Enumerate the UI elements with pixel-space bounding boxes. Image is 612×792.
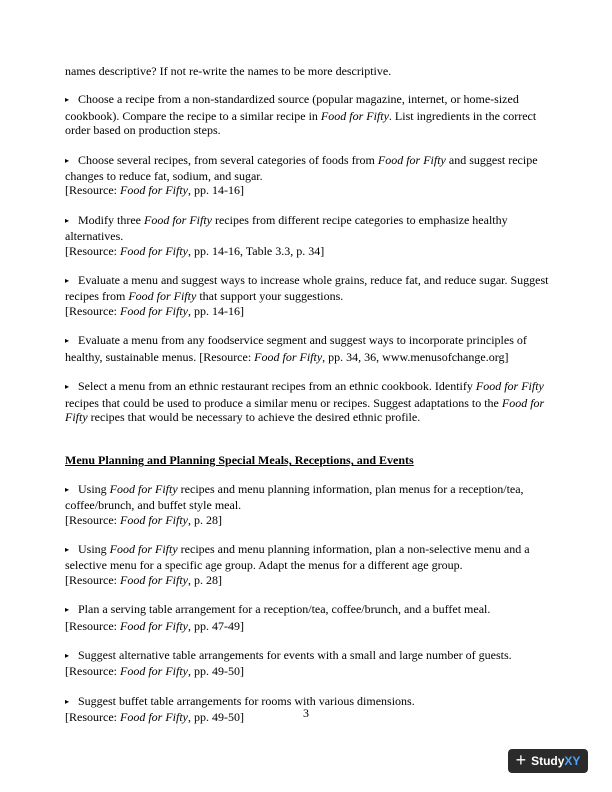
resource-citation bbox=[65, 513, 551, 527]
citation-text: [Resource: bbox=[65, 183, 120, 198]
book-title: Food for Fifty bbox=[119, 572, 188, 587]
item-text: Using bbox=[78, 541, 110, 556]
bullet-marker: ▸ bbox=[65, 544, 70, 554]
citation-text: , pp. 49-50] bbox=[187, 710, 244, 725]
badge-suffix: XY bbox=[564, 753, 581, 768]
item-text: . List ingredients in the correct order based on production steps. bbox=[65, 108, 537, 138]
citation-text: , pp. 14-16] bbox=[187, 303, 244, 318]
book-title: Food for Fifty bbox=[119, 183, 188, 198]
bullet-marker: ▸ bbox=[65, 605, 70, 615]
book-title: Food for Fifty bbox=[65, 395, 545, 424]
book-title: Food for Fifty bbox=[109, 541, 178, 556]
book-title: Food for Fifty bbox=[119, 512, 188, 527]
item-text: Evaluate a menu from any foodservice segment and suggest ways to incorporate principles of healthy, sustainable menus. [Resource: bbox=[65, 333, 527, 364]
resource-citation bbox=[65, 619, 551, 633]
book-title: Food for Fifty bbox=[377, 152, 446, 167]
intro-line: names descriptive? If not re-write the names to be more descriptive. bbox=[65, 64, 392, 78]
citation-text: [Resource: bbox=[65, 664, 120, 679]
item-text: recipes from different recipe categories to emphasize healthy alternatives. bbox=[65, 212, 508, 244]
book-title: Food for Fifty bbox=[254, 349, 323, 364]
book-title: Food for Fifty bbox=[119, 710, 188, 725]
citation-text: [Resource: bbox=[65, 572, 120, 587]
bullet-marker: ▸ bbox=[65, 276, 70, 286]
list-item bbox=[65, 602, 551, 633]
item-text: recipes that would be necessary to achieve the desired ethnic profile. bbox=[87, 409, 421, 424]
item-text: Select a menu from an ethnic restaurant recipes from an ethnic cookbook. Identify bbox=[78, 379, 476, 394]
bullet-marker: ▸ bbox=[65, 484, 70, 494]
citation-text: [Resource: bbox=[65, 618, 120, 633]
item-text: Using bbox=[78, 481, 110, 496]
activity-list-recipes bbox=[65, 92, 551, 424]
activity-list-menu-planning bbox=[65, 482, 551, 725]
plus-icon: + bbox=[515, 750, 527, 770]
bullet-marker: ▸ bbox=[65, 336, 70, 346]
item-text: and suggest recipe changes to reduce fat, sodium, and sugar. bbox=[65, 152, 538, 184]
book-title: Food for Fifty bbox=[475, 379, 544, 394]
item-text: recipes and menu planning information, plan menus for a reception/tea, coffee/brunch, and buffet style meal. bbox=[65, 481, 524, 513]
item-text: Modify three bbox=[78, 212, 144, 227]
book-title: Food for Fifty bbox=[109, 481, 178, 496]
resource-citation bbox=[65, 183, 551, 197]
citation-text: , pp. 14-16, Table 3.3, p. 34] bbox=[187, 243, 325, 258]
citation-text: [Resource: bbox=[65, 512, 120, 527]
page-number: 3 bbox=[303, 706, 309, 720]
item-text: recipes that could be used to produce a similar menu or recipes. Suggest adaptations to the bbox=[65, 395, 502, 410]
list-item bbox=[65, 648, 551, 679]
list-item bbox=[65, 213, 551, 258]
badge-prefix: Study bbox=[531, 753, 565, 768]
bullet-marker: ▸ bbox=[65, 696, 70, 706]
list-item bbox=[65, 482, 551, 527]
citation-text: [Resource: bbox=[65, 243, 120, 258]
book-title: Food for Fifty bbox=[119, 618, 188, 633]
section-heading: Menu Planning and Planning Special Meals, Receptions, and Events bbox=[65, 453, 414, 468]
list-item bbox=[65, 333, 551, 364]
resource-citation bbox=[65, 573, 551, 587]
book-title: Food for Fifty bbox=[119, 664, 188, 679]
document-body bbox=[65, 64, 551, 725]
item-text: Plan a serving table arrangement for a reception/tea, coffee/brunch, and a buffet meal. bbox=[78, 602, 491, 617]
book-title: Food for Fifty bbox=[320, 108, 389, 123]
badge-label bbox=[531, 754, 580, 768]
list-item bbox=[65, 92, 551, 137]
book-title: Food for Fifty bbox=[128, 289, 197, 304]
item-text: that support your suggestions. bbox=[196, 289, 344, 304]
resource-citation bbox=[65, 304, 551, 318]
item-text: , pp. 34, 36, www.menusofchange.org] bbox=[322, 349, 509, 364]
citation-text: [Resource: bbox=[65, 710, 120, 725]
citation-text: [Resource: bbox=[65, 303, 120, 318]
bullet-marker: ▸ bbox=[65, 382, 70, 392]
list-item bbox=[65, 153, 551, 198]
bullet-marker: ▸ bbox=[65, 650, 70, 660]
bullet-marker: ▸ bbox=[65, 95, 70, 105]
item-text: Choose several recipes, from several categories of foods from bbox=[78, 152, 378, 167]
citation-text: , p. 28] bbox=[187, 572, 222, 587]
item-text: Choose a recipe from a non-standardized source (popular magazine, internet, or home-sized cookbook). Compare the recipe to a similar recipe in bbox=[65, 92, 519, 123]
book-title: Food for Fifty bbox=[143, 212, 212, 227]
item-text: recipes and menu planning information, plan a non-selective menu and a selective menu for a specific age group. Adapt the menus for a different age group. bbox=[65, 541, 530, 573]
item-text: Suggest buffet table arrangements for rooms with various dimensions. bbox=[78, 693, 415, 708]
book-title: Food for Fifty bbox=[119, 303, 188, 318]
bullet-marker: ▸ bbox=[65, 155, 70, 165]
citation-text: , pp. 49-50] bbox=[187, 664, 244, 679]
citation-text: , p. 28] bbox=[187, 512, 222, 527]
list-item bbox=[65, 273, 551, 318]
bullet-marker: ▸ bbox=[65, 215, 70, 225]
citation-text: , pp. 47-49] bbox=[187, 618, 244, 633]
book-title: Food for Fifty bbox=[119, 243, 188, 258]
resource-citation bbox=[65, 664, 551, 678]
resource-citation bbox=[65, 244, 551, 258]
studyxy-badge[interactable] bbox=[508, 749, 588, 773]
item-text: Suggest alternative table arrangements for events with a small and large number of guests. bbox=[78, 647, 512, 662]
list-item bbox=[65, 379, 551, 424]
item-text: Evaluate a menu and suggest ways to increase whole grains, reduce fat, and reduce sugar. Suggest recipes from bbox=[65, 273, 549, 304]
list-item bbox=[65, 542, 551, 587]
citation-text: , pp. 14-16] bbox=[187, 183, 244, 198]
